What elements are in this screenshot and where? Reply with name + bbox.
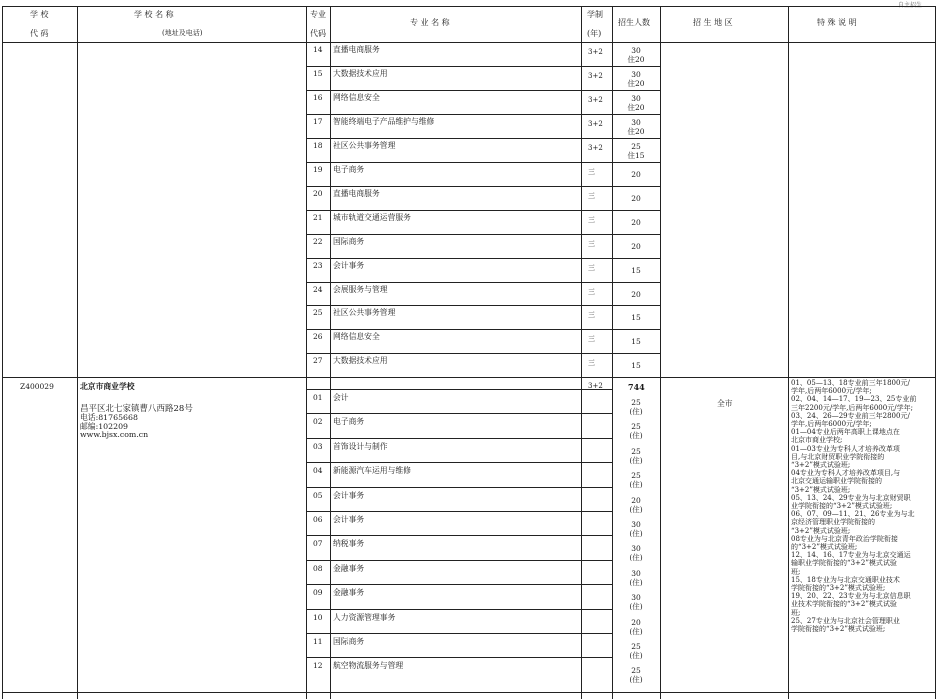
row-divider — [306, 234, 660, 235]
major-name: 金融事务 — [333, 563, 365, 573]
major-duration: 3+2 — [588, 95, 603, 104]
major-name: 会计 — [333, 393, 349, 402]
note-line: 05、13、24、29专业为与北京财贸职 — [791, 493, 911, 502]
major-count: 25 (住) — [629, 446, 643, 465]
major-code: 07 — [313, 539, 323, 549]
corner-note — [898, 0, 922, 9]
major-code: 18 — [313, 140, 323, 150]
major-code: 17 — [313, 116, 323, 126]
note-line: 06、07、09—11、21、26专业为与北 — [791, 510, 915, 519]
note-line: 北京市商业学校; — [791, 436, 843, 445]
major-count: 20 — [631, 217, 641, 227]
major-count: 20 — [631, 193, 641, 203]
major-code: 27 — [313, 356, 323, 366]
school-divider — [2, 377, 936, 378]
school-region: 全市 — [717, 399, 733, 408]
header-notes: 特 殊 说 明 — [817, 18, 857, 27]
row-divider — [306, 584, 612, 585]
major-count: 30 住20 — [627, 70, 645, 88]
major-name: 国际商务 — [333, 236, 365, 246]
major-count: 15 — [631, 361, 641, 371]
note-line: 班; — [791, 567, 801, 576]
major-duration: 三 — [588, 215, 595, 224]
header-school-code-1: 学 校 — [30, 10, 49, 19]
major-code: 14 — [313, 45, 323, 54]
school-postcode: 邮编:102209 — [80, 421, 128, 431]
note-line: 三年2200元/学年,后两年6000元/学年; — [791, 403, 913, 412]
major-count: 15 — [631, 313, 641, 323]
major-name: 电子商务 — [333, 164, 365, 174]
major-code: 04 — [313, 466, 323, 476]
note-line: 19、20、22、23专业为与北京信息职 — [791, 592, 911, 601]
column-divider — [788, 6, 789, 699]
major-name: 会计事务 — [333, 490, 365, 500]
note-line: 输职业学院衔接的“3+2”模式试验 — [791, 559, 897, 568]
note-line: 业学院衔接的“3+2”模式试验班; — [791, 502, 893, 511]
major-name: 新能源汽车运用与维修 — [333, 466, 411, 476]
major-count: 20 — [631, 241, 641, 251]
column-divider — [77, 6, 78, 699]
major-count: 20 (住) — [629, 617, 643, 636]
row-divider — [306, 462, 612, 463]
note-line: “3+2”模式试验班; — [791, 485, 851, 494]
major-duration: 三 — [588, 191, 595, 200]
major-name: 会计事务 — [333, 515, 365, 524]
major-count: 25 (住) — [629, 642, 643, 660]
row-divider — [306, 66, 660, 67]
row-divider — [306, 353, 660, 354]
major-count: 30 (住) — [629, 520, 643, 538]
note-line: 京经济管理职业学院衔接的 — [791, 518, 875, 527]
major-code: 06 — [313, 515, 323, 524]
row-divider — [306, 138, 660, 139]
row-divider — [306, 282, 660, 283]
major-count: 20 (住) — [629, 495, 643, 514]
note-line: 01—04专业后两年高职上课地点在 — [791, 428, 900, 437]
major-count: 25 (住) — [629, 422, 643, 441]
major-count: 25 住15 — [627, 141, 645, 160]
row-divider — [306, 305, 660, 306]
major-duration: 三 — [588, 359, 595, 368]
major-name: 电子商务 — [333, 417, 365, 427]
major-name: 社区公共事务管理 — [333, 308, 396, 318]
major-count: 25 (住) — [629, 666, 643, 685]
major-name: 金融事务 — [333, 588, 365, 598]
note-line: 业技术学院衔接的“3+2”模式试验 — [791, 600, 897, 609]
school-address: 昌平区北七家镇曹八西路28号 — [80, 404, 193, 414]
row-divider — [306, 535, 612, 536]
major-code: 25 — [313, 308, 323, 318]
major-duration: 三 — [588, 167, 595, 176]
note-line: 班; — [791, 608, 801, 617]
note-line: 的“3+2”模式试验班; — [791, 543, 858, 552]
major-code: 09 — [313, 588, 323, 598]
major-count: 30 住20 — [627, 46, 645, 64]
major-name: 国际商务 — [333, 637, 365, 646]
major-duration: 三 — [588, 263, 595, 272]
major-name: 人力资源管理事务 — [333, 612, 396, 622]
major-count: 15 — [631, 337, 641, 347]
note-line: 01—03专业为专科人才培养改革项 — [791, 444, 900, 453]
major-code: 24 — [313, 284, 323, 294]
header-school-name-sub: (地址及电话) — [162, 29, 203, 37]
school-website: www.bjsx.com.cn — [80, 430, 149, 439]
major-code: 11 — [313, 637, 323, 646]
school-name: 北京市商业学校 — [80, 382, 135, 391]
major-duration: 三 — [588, 239, 595, 248]
major-count: 30 住20 — [627, 117, 645, 136]
note-line: “3+2”模式试验班; — [791, 461, 851, 470]
row-divider — [306, 186, 660, 187]
row-divider — [306, 657, 612, 658]
header-school-name: 学 校 名 称 — [134, 10, 174, 19]
header-major-name: 专 业 名 称 — [410, 18, 450, 27]
note-line: 12、14、16、17专业为与北京交通运 — [791, 551, 911, 560]
major-name: 网络信息安全 — [333, 332, 380, 342]
row-divider — [306, 162, 660, 163]
note-line: 03、24、26—29专业前三年2800元/ — [791, 411, 910, 420]
header-duration-2: (年) — [587, 29, 602, 38]
major-name: 航空物流服务与管理 — [333, 661, 404, 671]
table-border-bottom — [2, 692, 936, 693]
major-code: 16 — [313, 92, 323, 102]
major-count: 30 住20 — [627, 93, 645, 112]
major-code: 03 — [313, 441, 323, 451]
row-divider — [306, 633, 612, 634]
major-name: 社区公共事务管理 — [333, 140, 396, 150]
header-major-code-1: 专业 — [310, 10, 326, 19]
note-line: 目,与北京财贸职业学院衔接的 — [791, 452, 885, 461]
column-divider — [660, 6, 661, 699]
header-major-code-2: 代码 — [310, 29, 326, 38]
header-divider — [2, 42, 936, 43]
major-name: 大数据技术应用 — [333, 69, 388, 78]
major-name: 城市轨道交通运营服务 — [333, 212, 411, 222]
major-duration: 三 — [588, 335, 595, 344]
header-enrollment: 招生人数 — [618, 18, 650, 27]
row-divider — [306, 210, 660, 211]
note-line: “3+2”模式试验班; — [791, 526, 851, 535]
major-count: 30 (住) — [629, 544, 643, 563]
row-divider — [306, 511, 612, 512]
note-line: 北京交通运输职业学院衔接的 — [791, 477, 882, 486]
major-code: 22 — [313, 236, 323, 246]
note-line: 02、04、14—17、19—23、25专业前 — [791, 395, 917, 404]
note-line: 学院衔接的“3+2”模式试验班; — [791, 584, 886, 593]
major-count: 25 (住) — [629, 471, 643, 490]
note-line: 25、27专业为与北京社会管理职业 — [791, 616, 900, 625]
major-duration: 三 — [588, 287, 595, 296]
row-divider — [306, 329, 660, 330]
major-name: 会计事务 — [333, 260, 365, 270]
row-divider — [306, 438, 612, 439]
major-code: 20 — [313, 188, 323, 198]
major-count: 30 (住) — [629, 568, 643, 587]
note-line: 15、18专业为与北京交通职业技术 — [791, 575, 900, 584]
major-duration: 3+2 — [588, 48, 603, 56]
note-line: 08专业为与北京青年政治学院衔接 — [791, 534, 898, 543]
major-name: 智能终端电子产品维护与维修 — [333, 116, 435, 126]
major-duration: 3+2 — [588, 119, 603, 128]
school-duration: 3+2 — [588, 382, 603, 390]
row-divider — [306, 413, 612, 414]
major-code: 01 — [313, 393, 323, 402]
major-count: 15 — [631, 265, 641, 275]
major-name: 会展服务与管理 — [333, 284, 388, 294]
major-name: 纳税事务 — [333, 539, 365, 549]
row-divider — [306, 258, 660, 259]
note-line: 学年,后两年6000元/学年; — [791, 420, 872, 429]
school-address-block — [80, 404, 300, 440]
major-code: 26 — [313, 332, 323, 342]
major-count: 20 — [631, 169, 641, 179]
major-code: 21 — [313, 212, 323, 222]
major-count: 30 (住) — [629, 593, 643, 612]
header-duration-1: 学制 — [587, 10, 603, 19]
major-code: 12 — [313, 661, 323, 671]
major-name: 首饰设计与制作 — [333, 441, 388, 451]
row-divider — [306, 560, 612, 561]
note-line: 学院衔接的“3+2”模式试验班; — [791, 625, 886, 634]
header-school-code-2: 代 码 — [30, 29, 49, 38]
major-duration: 3+2 — [588, 72, 603, 80]
row-divider — [306, 90, 660, 91]
header-region: 招 生 地 区 — [693, 18, 733, 27]
school-code: Z400029 — [20, 382, 54, 391]
major-count: 25 (住) — [629, 398, 643, 416]
school-total: 744 — [628, 382, 645, 392]
note-line: 01、05—13、18专业前三年1800元/ — [791, 379, 910, 387]
major-code: 23 — [313, 260, 323, 270]
major-name: 直播电商服务 — [333, 45, 380, 54]
major-duration: 3+2 — [588, 143, 603, 152]
major-duration: 三 — [588, 311, 595, 320]
major-code: 15 — [313, 69, 323, 78]
major-code: 05 — [313, 490, 323, 500]
major-code: 08 — [313, 563, 323, 573]
table-border-top — [2, 6, 936, 7]
note-line: 学年,后两年6000元/学年; — [791, 387, 872, 396]
major-code: 02 — [313, 417, 323, 427]
major-code: 19 — [313, 164, 323, 174]
table-border-left — [2, 6, 3, 699]
major-name: 网络信息安全 — [333, 92, 380, 102]
school-phone: 电话:81765668 — [80, 413, 138, 422]
major-name: 大数据技术应用 — [333, 356, 388, 366]
special-notes — [791, 379, 936, 633]
row-divider — [306, 487, 612, 488]
note-line: 04专业为专科人才培养改革项目,与 — [791, 469, 901, 478]
major-count: 20 — [631, 289, 641, 299]
row-divider — [306, 389, 612, 390]
major-name: 直播电商服务 — [333, 188, 380, 198]
row-divider — [306, 114, 660, 115]
major-code: 10 — [313, 612, 323, 622]
row-divider — [306, 609, 612, 610]
